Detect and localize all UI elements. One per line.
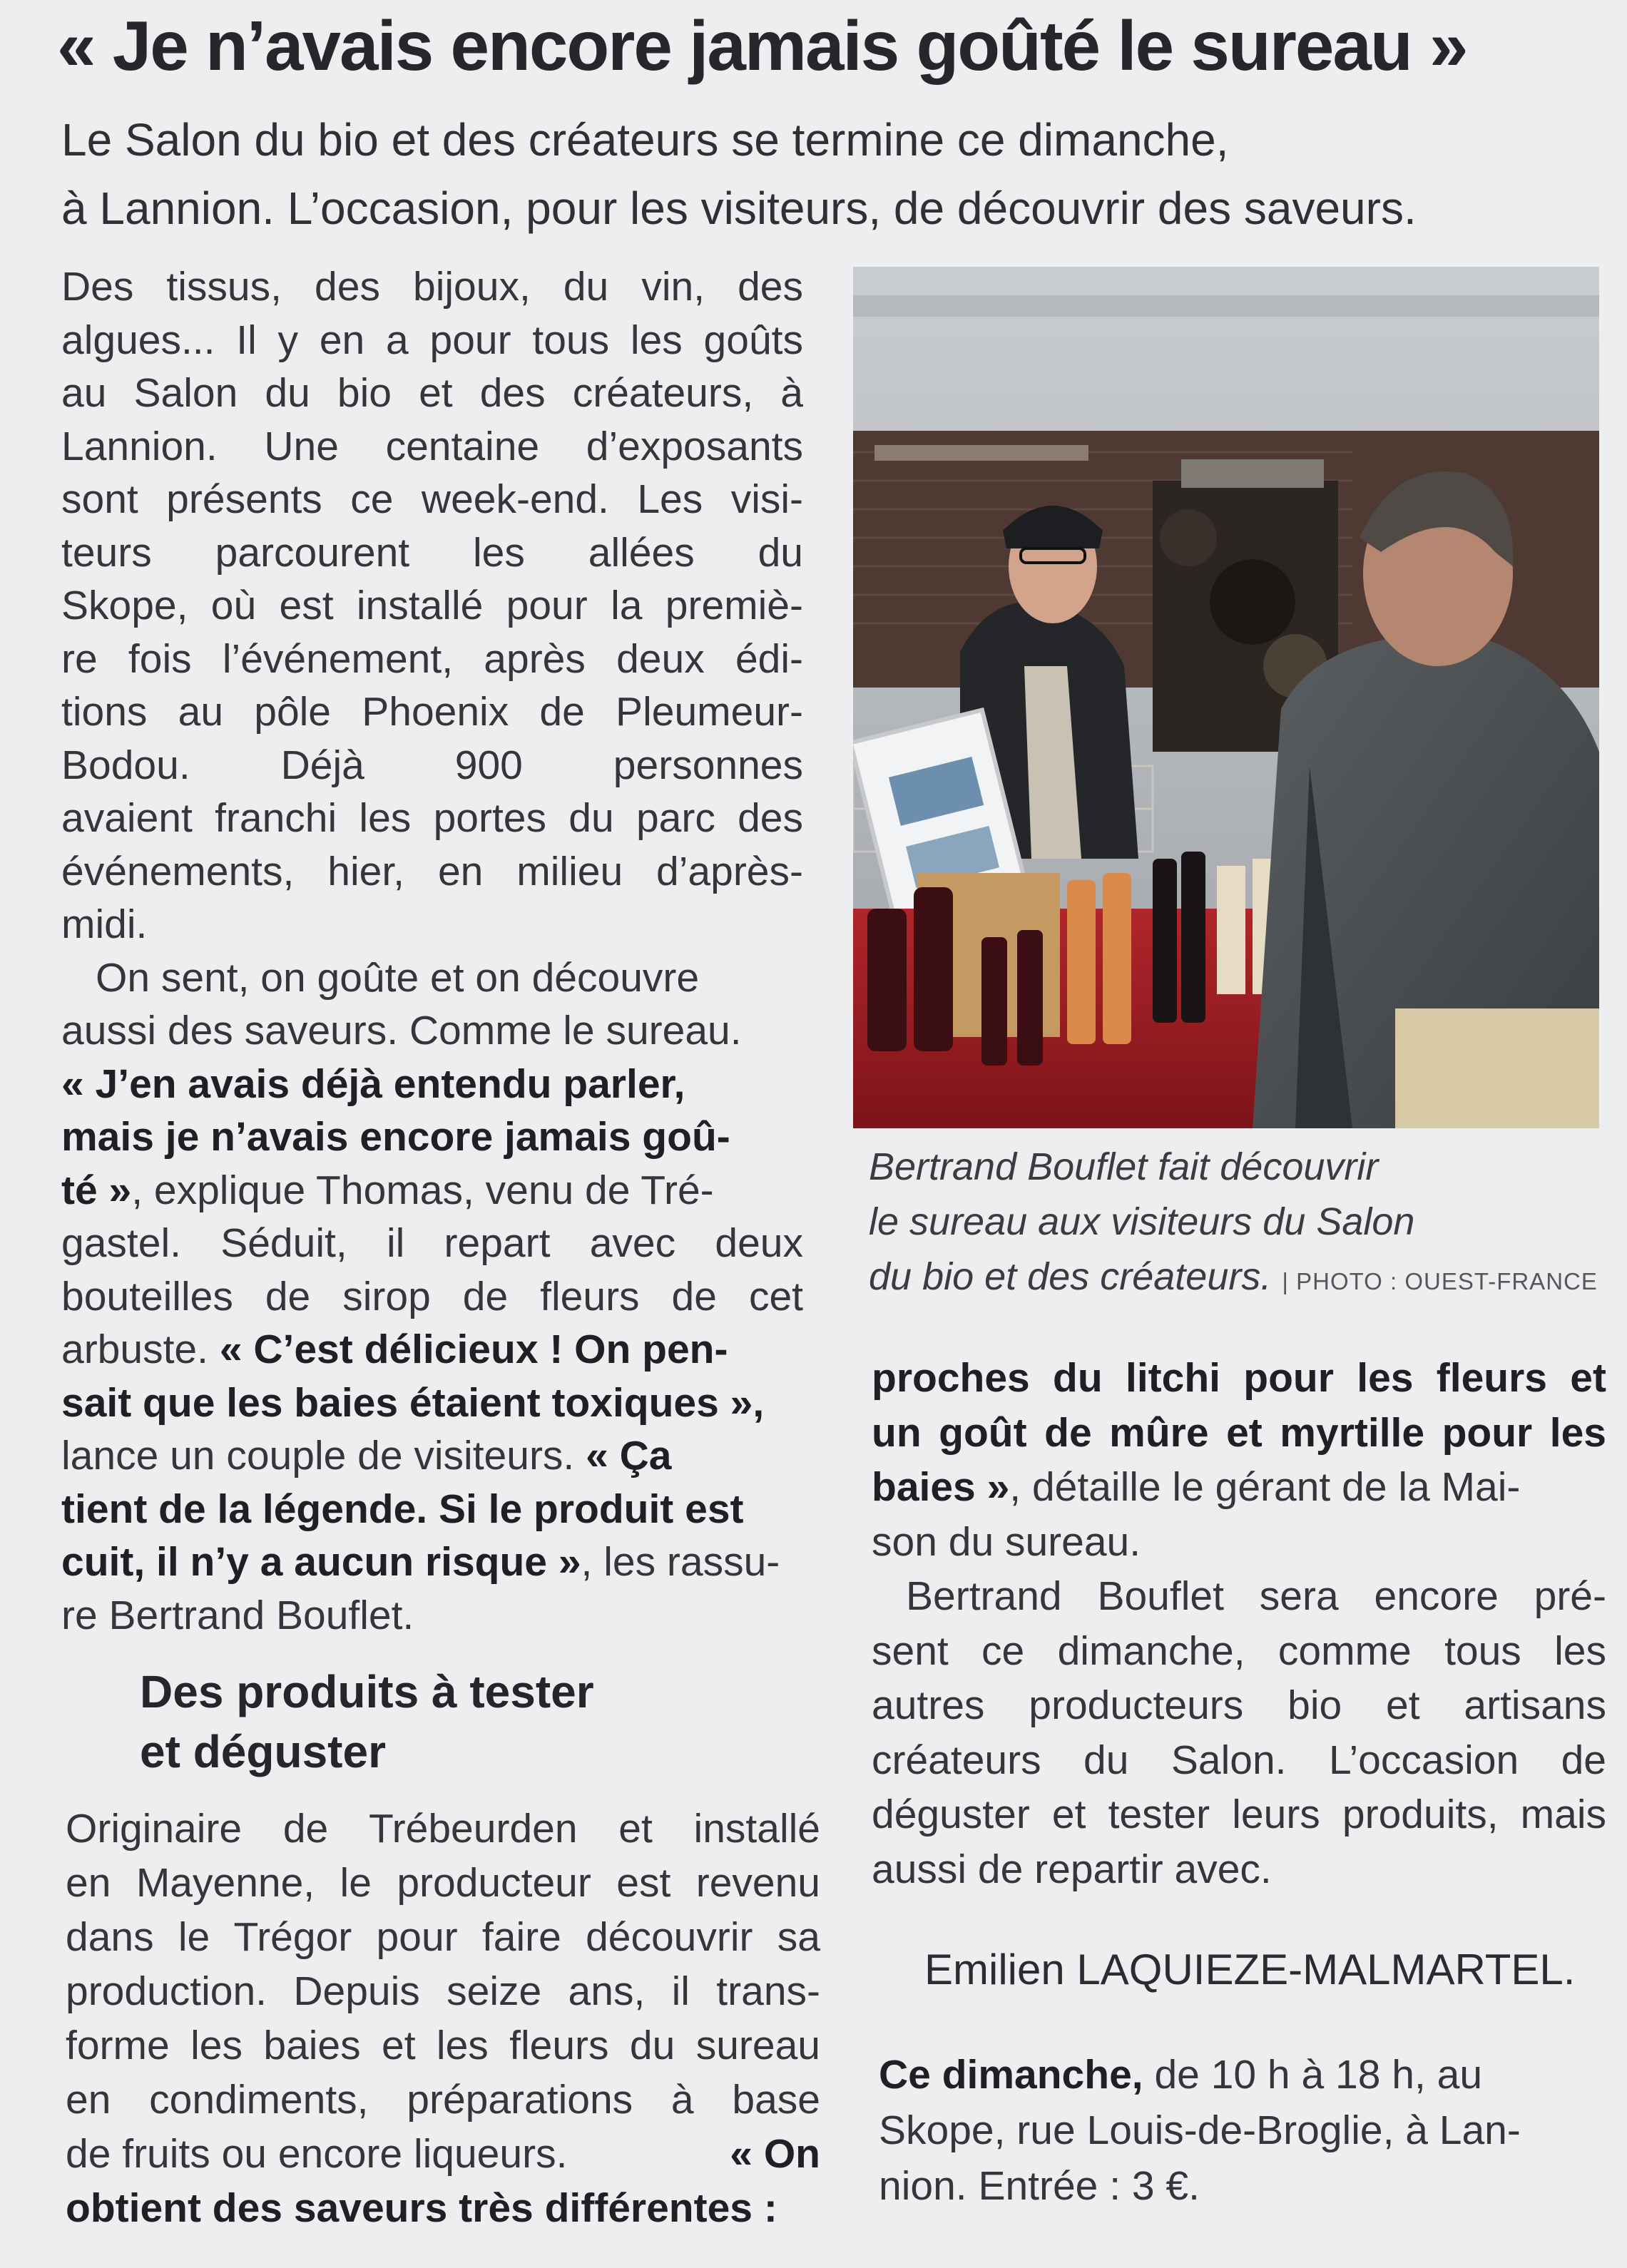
article-headline: « Je n’avais encore jamais goûté le sureau » — [57, 6, 1467, 85]
article-subheading — [140, 1662, 594, 1782]
text-line — [61, 1323, 803, 1376]
text-line: algues... Il y en a pour tous les goûts — [61, 317, 803, 363]
caption-line: Bertrand Bouflet fait découvrir — [869, 1145, 1379, 1188]
article-standfirst — [61, 106, 1602, 242]
photo-credit: | PHOTO : OUEST-FRANCE — [1282, 1268, 1598, 1294]
practical-info — [879, 2047, 1621, 2214]
text-line: aussi des saveurs. Comme le sureau. — [61, 1008, 742, 1053]
text-line: avaient franchi les portes du parc des — [61, 795, 803, 841]
text-line: Bertrand Bouflet sera encore pré- — [906, 1573, 1606, 1619]
article-column-left-continued — [66, 1802, 820, 2235]
article-column-left — [61, 260, 803, 1642]
photo-caption — [869, 1140, 1611, 1309]
text-line: déguster et tester leurs produits, mais — [872, 1792, 1606, 1837]
text-line: Des tissus, des bijoux, du vin, des — [61, 264, 803, 310]
text-fragment: lance un couple de visiteurs. — [61, 1433, 575, 1478]
text-line — [66, 2127, 820, 2181]
quote-line: mais je n’avais encore jamais goû- — [61, 1114, 730, 1160]
info-label: Ce dimanche, — [879, 2052, 1143, 2098]
info-fragment: de 10 h à 18 h, au — [1143, 2052, 1483, 2098]
caption-line: le sureau aux visiteurs du Salon — [869, 1200, 1415, 1243]
text-line: sont présents ce week-end. Les visi- — [61, 476, 803, 522]
text-line: midi. — [61, 901, 148, 947]
text-line — [61, 1164, 803, 1217]
text-line: aussi de repartir avec. — [872, 1846, 1272, 1892]
quote-fragment: té » — [61, 1167, 132, 1213]
text-line: Skope, où est installé pour la premiè- — [61, 583, 803, 628]
text-line: On sent, on goûte et on découvre — [96, 954, 700, 1001]
text-line: teurs parcourent les allées du — [61, 529, 803, 576]
subheading-line: et déguster — [140, 1726, 386, 1777]
text-line: production. Depuis seize ans, il trans- — [66, 1968, 820, 2014]
subheading-line: Des produits à tester — [140, 1666, 594, 1717]
text-line: Bodou. Déjà 900 personnes — [61, 742, 803, 788]
photo-illustration — [853, 267, 1599, 1128]
quote-fragment: cuit, il n’y a aucun risque » — [61, 1539, 581, 1585]
info-line — [879, 2047, 1621, 2103]
text-line: re Bertrand Bouflet. — [61, 1592, 414, 1638]
text-line — [61, 1536, 803, 1589]
info-line: nion. Entrée : 3 €. — [879, 2163, 1200, 2209]
text-fragment: , les rassu- — [581, 1539, 780, 1585]
text-line: forme les baies et les fleurs du sureau — [66, 2023, 820, 2068]
text-line: re fois l’événement, après deux édi- — [61, 635, 803, 682]
text-line: événements, hier, en milieu d’après- — [61, 848, 803, 894]
text-line: son du sureau. — [872, 1518, 1141, 1565]
author-signature: Emilien LAQUIEZE-MALMARTEL. — [924, 1946, 1576, 1993]
text-line: sent ce dimanche, comme tous les — [872, 1628, 1606, 1674]
quote-line: tient de la légende. Si le produit est — [61, 1486, 744, 1532]
text-line: créateurs du Salon. L’occasion de — [872, 1737, 1606, 1783]
text-line — [61, 1429, 803, 1483]
info-line: Skope, rue Louis-de-Broglie, à Lan- — [879, 2108, 1521, 2153]
caption-line — [869, 1250, 1611, 1309]
text-line — [872, 1460, 1606, 1515]
text-line: Originaire de Trébeurden et installé — [66, 1806, 820, 1851]
text-fragment: , explique Thomas, venu de Tré- — [131, 1167, 714, 1213]
text-fragment: arbuste. — [61, 1327, 208, 1372]
quote-line: un goût de mûre et myrtille pour les — [872, 1409, 1606, 1456]
quote-fragment: « Ça — [586, 1433, 672, 1478]
text-line: en condiments, préparations à base — [66, 2077, 820, 2123]
article-photo — [853, 267, 1599, 1128]
article-column-right — [872, 1351, 1606, 1896]
quote-line: proches du litchi pour les fleurs et — [872, 1355, 1606, 1401]
text-line: dans le Trégor pour faire découvrir sa — [66, 1914, 820, 1960]
text-line: en Mayenne, le producteur est revenu — [66, 1860, 820, 1906]
quote-fragment: baies » — [872, 1464, 1010, 1510]
quote-line: sait que les baies étaient toxiques », — [61, 1379, 765, 1426]
standfirst-line: à Lannion. L’occasion, pour les visiteurs, de découvrir des saveurs. — [61, 183, 1417, 234]
text-line: autres producteurs bio et artisans — [872, 1682, 1606, 1728]
quote-line: « J’en avais déjà entendu parler, — [61, 1061, 685, 1107]
text-fragment: de fruits ou encore liqueurs. — [66, 2131, 568, 2177]
quote-fragment: « C’est délicieux ! On pen- — [219, 1327, 728, 1372]
quote-line: obtient des saveurs très différentes : — [66, 2185, 777, 2231]
text-line: au Salon du bio et des créateurs, à — [61, 370, 803, 416]
quote-fragment: « On — [730, 2131, 820, 2177]
caption-fragment: du bio et des créateurs. — [869, 1255, 1272, 1298]
text-fragment: , détaille le gérant de la Mai- — [1009, 1464, 1521, 1510]
text-line: tions au pôle Phoenix de Pleumeur- — [61, 689, 803, 735]
text-line: Lannion. Une centaine d’exposants — [61, 423, 803, 469]
text-line: gastel. Séduit, il repart avec deux — [61, 1220, 803, 1266]
standfirst-line: Le Salon du bio et des créateurs se termine ce dimanche, — [61, 114, 1229, 165]
text-line: bouteilles de sirop de fleurs de cet — [61, 1273, 803, 1319]
